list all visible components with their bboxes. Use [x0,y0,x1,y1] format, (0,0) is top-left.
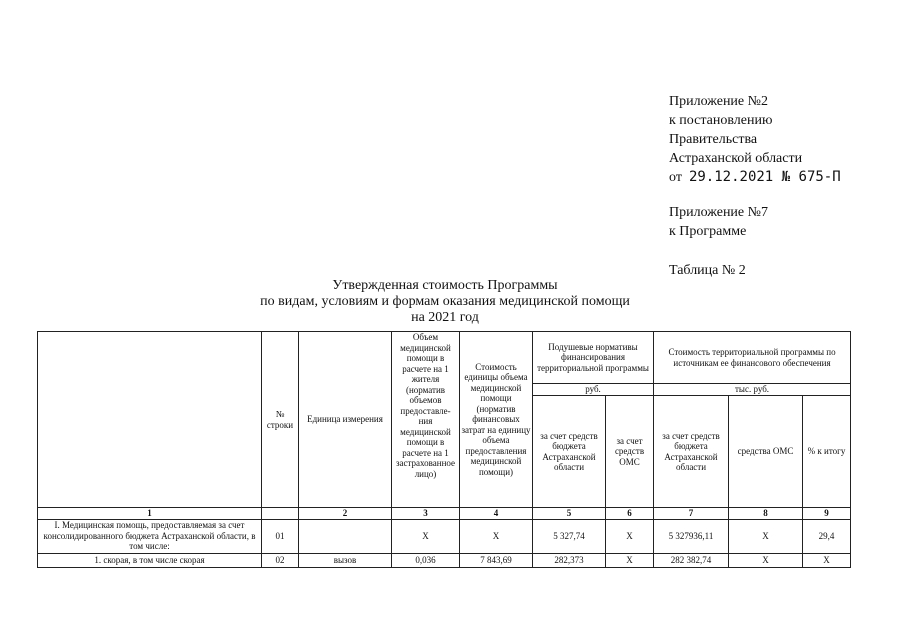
row-oms: X [606,519,654,553]
col-number: 9 [803,508,851,520]
date-prefix: от [669,170,682,185]
appendix-line: Правительства [669,132,758,147]
row-oms: X [606,553,654,567]
col-number: 5 [533,508,606,520]
row-oms2: X [729,553,803,567]
row-unit [299,519,392,553]
header-cost: Стоимость единицы объема медицинской помощи (норматив финансовых затрат на единицу объема предоставления медицинской помощи) [460,332,533,508]
column-numbers-row [38,508,851,520]
appendix-line: Приложение №2 [669,94,768,109]
date-value: 29.12.2021 № 675-П [688,169,841,185]
row-cost: 7 843,69 [460,553,533,567]
header-territorial: Стоимость территориальной программы по источникам ее финансового обеспечения [654,332,851,384]
header-percent: % к итогу [803,396,851,508]
row-budget: 282,373 [533,553,606,567]
row-name: I. Медицинская помощь, предоставляемая за счет консолидированного бюджета Астраханской области, в том числе: [38,519,262,553]
cost-table [37,331,851,568]
col-number [262,508,299,520]
col-number: 2 [299,508,392,520]
table-row [38,553,851,567]
col-number: 8 [729,508,803,520]
col-number: 6 [606,508,654,520]
col-number: 4 [460,508,533,520]
title-line: по видам, условиям и формам оказания медицинской помощи [260,294,630,309]
header-oms: за счет средств ОМС [606,396,654,508]
header-per-capita: Подушевые нормативы финансирования территориальной программы [533,332,654,384]
header-row-no: № строки [262,332,299,508]
table-row [38,519,851,553]
row-budget: 5 327,74 [533,519,606,553]
appendix-date [669,168,841,187]
row-name: 1. скорая, в том числе скорая [38,553,262,567]
header-volume: Объем медицинской помощи в расчете на 1 жителя (норматив объемов предоставле- ния медицинской помощи в расчете на 1 застрахованное лицо) [392,332,460,508]
row-oms2: X [729,519,803,553]
appendix-line: Астраханской области [669,151,803,166]
header-unit: Единица измерения [299,332,392,508]
header-rub: руб. [533,384,654,396]
row-unit: вызов [299,553,392,567]
appendix-line: к постановлению [669,113,773,128]
row-percent: 29,4 [803,519,851,553]
header-budget2: за счет средств бюджета Астраханской области [654,396,729,508]
row-volume: X [392,519,460,553]
col-number: 1 [38,508,262,520]
row-cost: X [460,519,533,553]
row-budget2: 282 382,74 [654,553,729,567]
title-line: на 2021 год [411,310,479,325]
appendix-block [669,92,841,280]
header-oms2: средства ОМС [729,396,803,508]
row-budget2: 5 327936,11 [654,519,729,553]
col-number: 7 [654,508,729,520]
appendix-line: Приложение №7 [669,205,768,220]
header-budget: за счет средств бюджета Астраханской области [533,396,606,508]
document-title [245,278,645,326]
table-label: Таблица № 2 [669,263,746,278]
col-number: 3 [392,508,460,520]
row-code: 02 [262,553,299,567]
row-percent: X [803,553,851,567]
row-volume: 0,036 [392,553,460,567]
header-name [38,332,262,508]
row-code: 01 [262,519,299,553]
appendix-line: к Программе [669,224,747,239]
title-line: Утвержденная стоимость Программы [332,278,558,293]
header-thous-rub: тыс. руб. [654,384,851,396]
